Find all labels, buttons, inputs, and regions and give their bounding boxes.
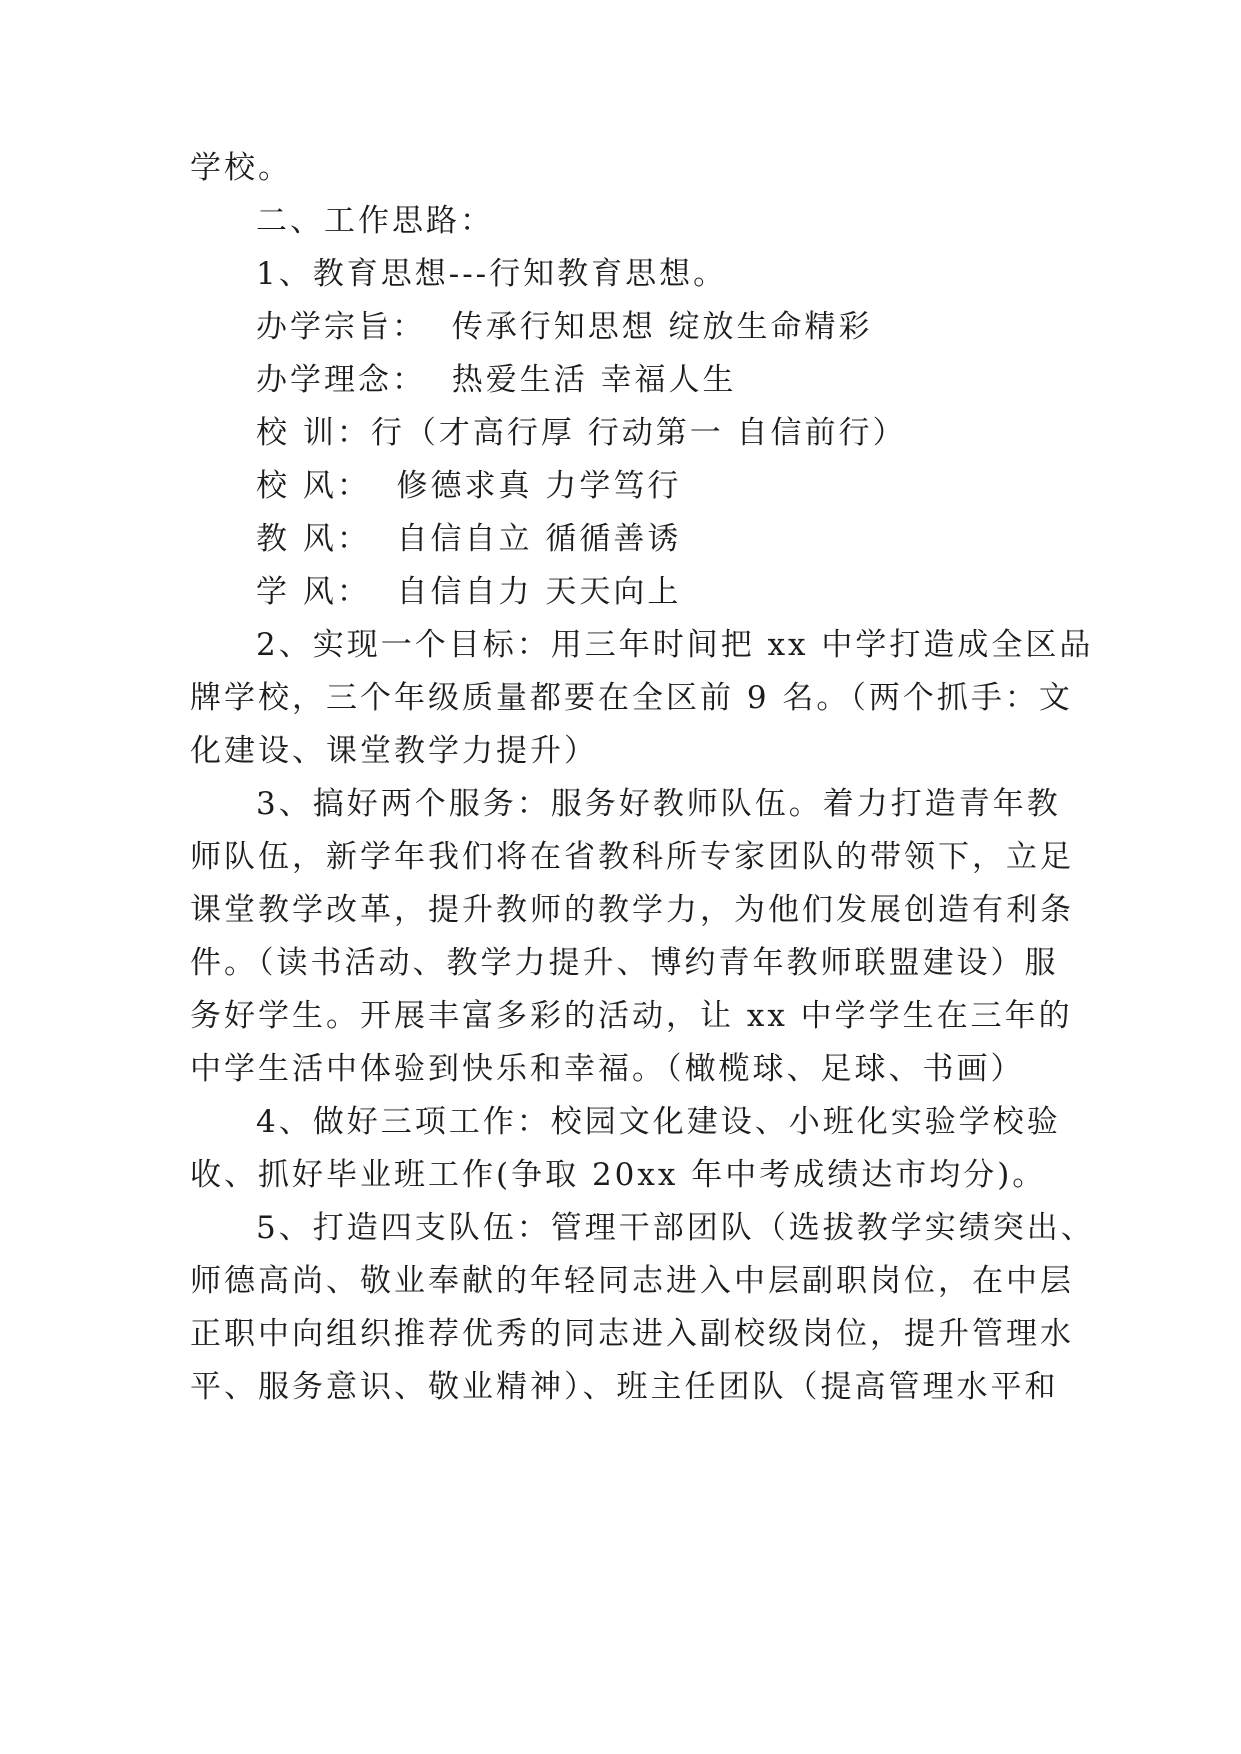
item-3-line-6: 中学生活中体验到快乐和幸福。（橄榄球、足球、书画） [190, 1051, 1025, 1087]
item-5-line-1: 5、打造四支队伍：管理干部团队（选拔教学实绩突出、 [256, 1210, 1095, 1246]
item-5-line-2: 师德高尚、敬业奉献的年轻同志进入中层副职岗位，在中层 [190, 1263, 1074, 1299]
school-ethos: 校 风： 修德求真 力学笃行 [256, 468, 682, 504]
text-line-1: 学校。 [190, 150, 292, 186]
item-3-line-1: 3、搞好两个服务：服务好教师队伍。着力打造青年教 [256, 786, 1061, 822]
item-1-education-thought: 1、教育思想---行知教育思想。 [256, 256, 728, 292]
item-2-line-2: 牌学校，三个年级质量都要在全区前 9 名。（两个抓手：文 [190, 680, 1073, 716]
section-heading-work-ideas: 二、工作思路： [256, 203, 494, 239]
item-5-line-4: 平、服务意识、敬业精神）、班主任团队（提高管理水平和 [190, 1369, 1059, 1405]
item-3-line-2: 师队伍，新学年我们将在省教科所专家团队的带领下，立足 [190, 839, 1074, 875]
item-3-line-3: 课堂教学改革，提升教师的教学力，为他们发展创造有利条 [190, 892, 1074, 928]
item-4-line-2: 收、抓好毕业班工作(争取 20xx 年中考成绩达市均分)。 [190, 1157, 1047, 1193]
item-4-line-1: 4、做好三项工作：校园文化建设、小班化实验学校验 [256, 1104, 1061, 1140]
item-2-line-1: 2、实现一个目标：用三年时间把 xx 中学打造成全区品 [256, 627, 1094, 663]
school-motto: 校 训：行（才高行厚 行动第一 自信前行） [256, 415, 907, 451]
item-3-line-4: 件。（读书活动、教学力提升、博约青年教师联盟建设）服 [190, 945, 1059, 981]
school-purpose: 办学宗旨： 传承行知思想 绽放生命精彩 [256, 309, 873, 345]
study-style: 学 风： 自信自力 天天向上 [256, 574, 682, 610]
item-3-line-5: 务好学生。开展丰富多彩的活动，让 xx 中学学生在三年的 [190, 998, 1073, 1034]
teaching-style: 教 风： 自信自立 循循善诱 [256, 521, 682, 557]
school-philosophy: 办学理念： 热爱生活 幸福人生 [256, 362, 737, 398]
item-5-line-3: 正职中向组织推荐优秀的同志进入副校级岗位，提升管理水 [190, 1316, 1074, 1352]
item-2-line-3: 化建设、课堂教学力提升） [190, 733, 598, 769]
